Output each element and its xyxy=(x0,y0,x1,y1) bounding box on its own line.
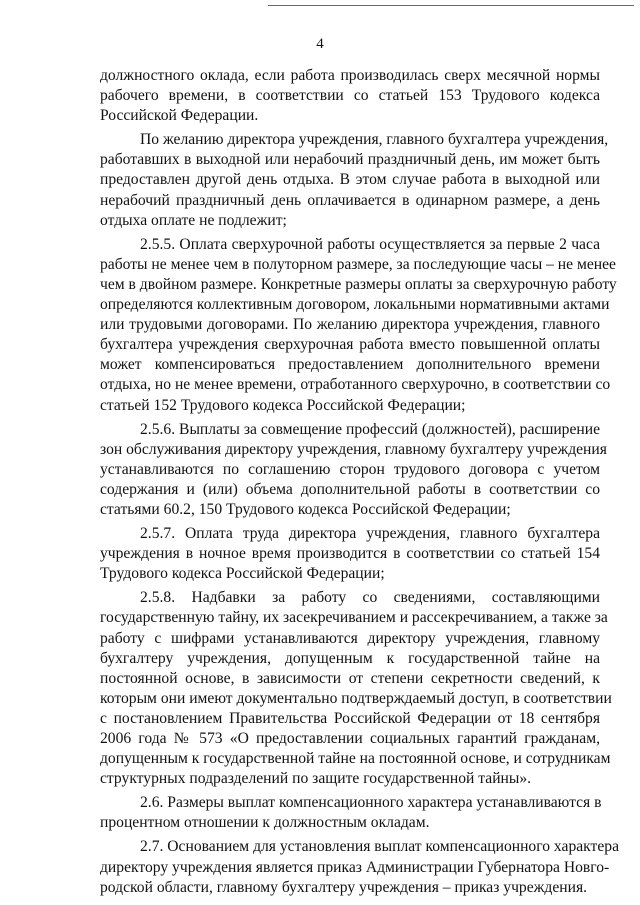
para-2-7 xyxy=(100,837,619,897)
text-line: Российской Федерации. xyxy=(100,107,259,125)
text-line: директору учреждения является приказ Администрации Губернатора Новго- xyxy=(100,858,610,876)
text-line: чем в двойном размере. Конкретные размеры оплаты за сверхурочную работу xyxy=(100,275,617,293)
text-line: определяются коллективным договором, локальными нормативными актами xyxy=(100,296,610,314)
text-line: рабочего времени, в соответствии со статьей 153 Трудового кодекса xyxy=(100,87,600,105)
text-line: процентном отношении к должностным окладам. xyxy=(100,814,430,832)
text-line: которым они имеют документально подтверждаемый доступ, в соответствии xyxy=(100,689,612,707)
text-line: нерабочий праздничный день оплачивается в одинарном размере, а день xyxy=(100,191,600,209)
text-line: статьями 60.2, 150 Трудового кодекса Российской Федерации; xyxy=(100,500,511,518)
text-line: родской области, главному бухгалтеру учреждения – приказ учреждения. xyxy=(100,878,588,896)
text-line: 2.6. Размеры выплат компенсационного характера устанавливаются в xyxy=(140,794,602,812)
document-body xyxy=(100,66,619,898)
text-line: зон обслуживания директору учреждения, главному бухгалтеру учреждения xyxy=(100,440,607,458)
text-line: или трудовыми договорами. По желанию директора учреждения, главного xyxy=(100,316,600,334)
page-number: 4 xyxy=(316,36,324,52)
text-line: работу с шифрами устанавливаются директору учреждения, главному xyxy=(100,629,600,647)
text-line: содержания и (или) объема дополнительной работы в соответствии со xyxy=(100,480,600,498)
text-line: 2.5.5. Оплата сверхурочной работы осуществляется за первые 2 часа xyxy=(140,235,600,253)
para-2-5-5 xyxy=(100,235,617,416)
text-line: статьей 152 Трудового кодекса Российской Федерации; xyxy=(100,396,466,414)
text-line: может компенсироваться предоставлением дополнительного времени xyxy=(100,356,600,374)
text-line: 2.5.7. Оплата труда директора учреждения, главного бухгалтера xyxy=(140,525,600,543)
text-line: отдыха оплате не подлежит; xyxy=(100,211,287,229)
text-line: допущенным к государственной тайне на постоянной основе, и сотрудникам xyxy=(100,750,611,768)
para-continuation xyxy=(100,66,600,126)
para-day-off xyxy=(100,130,609,230)
text-line: должностного оклада, если работа производилась сверх месячной нормы xyxy=(100,67,600,84)
text-line: 2.5.8. Надбавки за работу со сведениями, составляющими xyxy=(140,589,600,607)
text-line: 2.7. Основанием для установления выплат компенсационного характера xyxy=(140,838,619,856)
text-line: с постановлением Правительства Российской Федерации от 18 сентября xyxy=(100,709,600,727)
text-line: предоставлен другой день отдыха. В этом случае работа в выходной или xyxy=(100,171,600,189)
text-line: 2006 года № 573 «О предоставлении социальных гарантий гражданам, xyxy=(100,730,600,747)
para-2-6 xyxy=(100,793,600,833)
text-line: Трудового кодекса Российской Федерации; xyxy=(100,565,385,583)
text-line: структурных подразделений по защите государственной тайны». xyxy=(100,770,532,788)
para-2-5-7 xyxy=(100,524,600,584)
top-rule xyxy=(268,5,634,6)
text-line: работы не менее чем в полуторном размере, за последующие часы – не менее xyxy=(100,255,616,273)
text-line: государственную тайну, их засекречиванием и рассекречиванием, а также за xyxy=(100,609,608,627)
text-line: отдыха, но не менее времени, отработанного сверхурочно, в соответствии со xyxy=(100,376,611,394)
text-line: устанавливаются по соглашению сторон трудового договора с учетом xyxy=(100,460,600,478)
text-line: постоянной основе, в зависимости от степени секретности сведений, к xyxy=(100,669,600,687)
text-line: бухгалтеру учреждения, допущенным к государственной тайне на xyxy=(100,649,600,667)
text-line: учреждения в ночное время производится в соответствии со статьей 154 xyxy=(100,545,600,563)
text-line: работавших в выходной или нерабочий праздничный день, им может быть xyxy=(100,151,600,169)
text-line: бухгалтера учреждения сверхурочная работа вместо повышенной оплаты xyxy=(100,336,600,354)
para-2-5-8 xyxy=(100,588,612,789)
para-2-5-6 xyxy=(100,420,607,520)
text-line: 2.5.6. Выплаты за совмещение профессий (должностей), расширение xyxy=(140,420,600,438)
text-line: По желанию директора учреждения, главного бухгалтера учреждения, xyxy=(140,131,609,149)
